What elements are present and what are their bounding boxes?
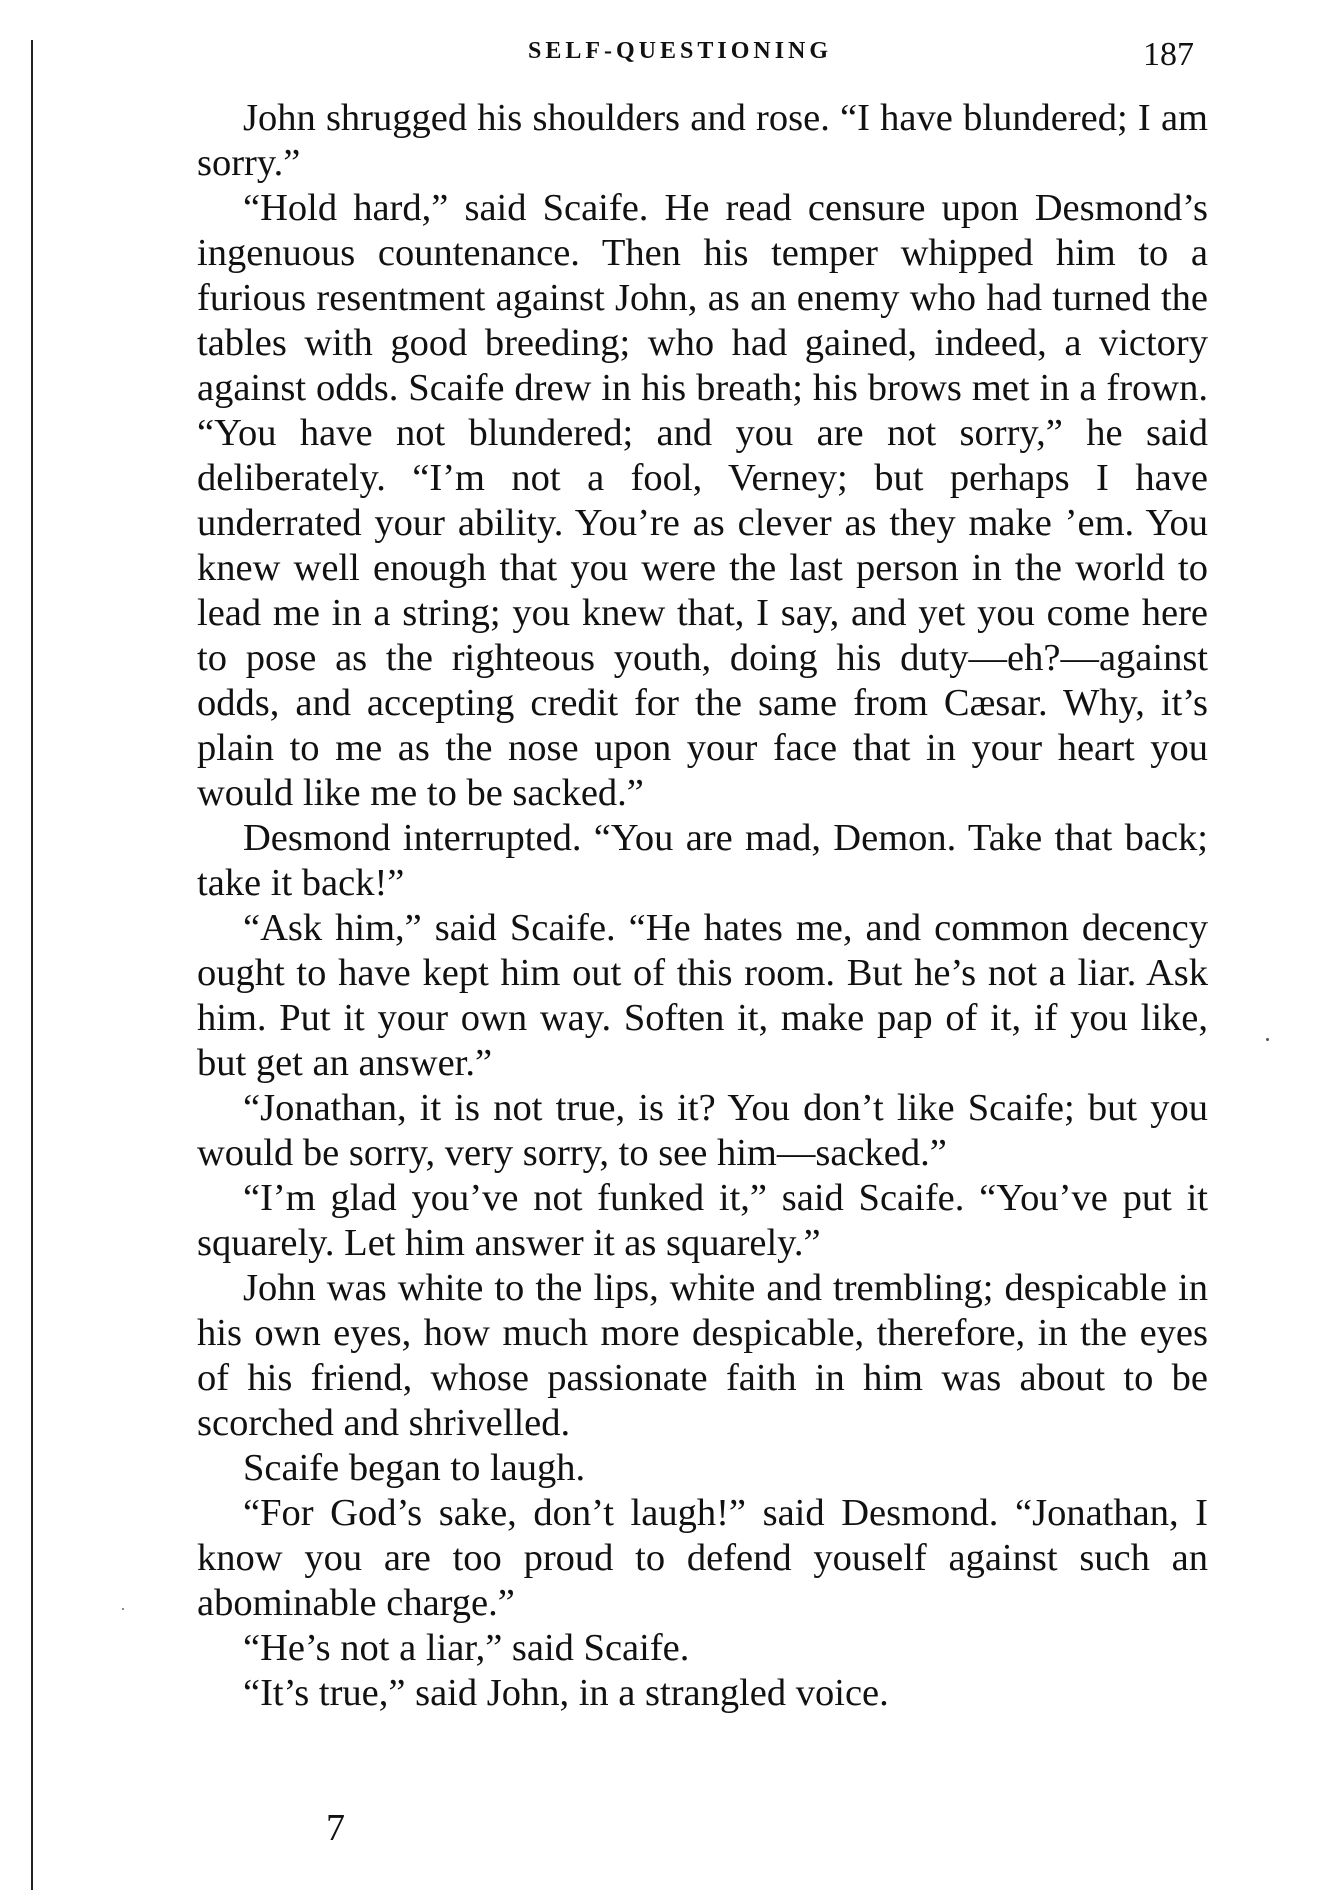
paragraph: “I’m glad you’ve not funked it,” said Scaife. “You’ve put it squarely. Let him answer it as squarely.”: [197, 1177, 1208, 1264]
paragraph: “Ask him,” said Scaife. “He hates me, and common decency ought to have kept him out of this room. But he’s not a liar. Ask him. Put it your own way. Soften it, make pap of it, if you like, but get an answer.”: [197, 907, 1208, 1084]
page-gutter-line: [31, 40, 33, 1890]
paragraph: “Hold hard,” said Scaife. He read censure upon Desmond’s ingenuous countenance. Then his temper whipped him to a furious resentment against John, as an enemy who had turned the tables with good breeding; who had gained, indeed, a victory against odds. Scaife drew in his breath; his brows met in a frown. “You have not blundered; and you are not sorry,” he said deliberately. “I’m not a fool, Verney; but perhaps I have underrated your ability. You’re as clever as they make ’em. You knew well enough that you were the last person in the world to lead me in a string; you knew that, I say, and yet you come here to pose as the righteous youth, doing his duty—eh?—against odds, and accepting credit for the same from Cæsar. Why, it’s plain to me as the nose upon your face that in your heart you would like me to be sacked.”: [197, 187, 1208, 814]
body-text: [197, 96, 1208, 1716]
paragraph: Scaife began to laugh.: [243, 1447, 586, 1489]
signature-mark: 7: [326, 1807, 345, 1849]
paragraph: “He’s not a liar,” said Scaife.: [243, 1627, 690, 1669]
paragraph: “For God’s sake, don’t laugh!” said Desmond. “Jonathan, I know you are too proud to defend youself against such an abominable charge.”: [197, 1492, 1208, 1624]
paragraph: John shrugged his shoulders and rose. “I have blundered; I am sorry.”: [197, 97, 1208, 184]
paragraph: John was white to the lips, white and trembling; despicable in his own eyes, how much more despicable, therefore, in the eyes of his friend, whose passionate faith in him was about to be scorched and shrivelled.: [197, 1267, 1208, 1444]
running-head: SELF-QUESTIONING: [528, 38, 833, 64]
paper-speck: [122, 1608, 124, 1610]
paper-speck: [1266, 1038, 1269, 1041]
paragraph: “It’s true,” said John, in a strangled voice.: [243, 1672, 889, 1714]
paragraph: Desmond interrupted. “You are mad, Demon. Take that back; take it back!”: [197, 817, 1208, 904]
paragraph: “Jonathan, it is not true, is it? You don’t like Scaife; but you would be sorry, very sorry, to see him—sacked.”: [197, 1087, 1208, 1174]
page-number: 187: [1143, 36, 1194, 73]
